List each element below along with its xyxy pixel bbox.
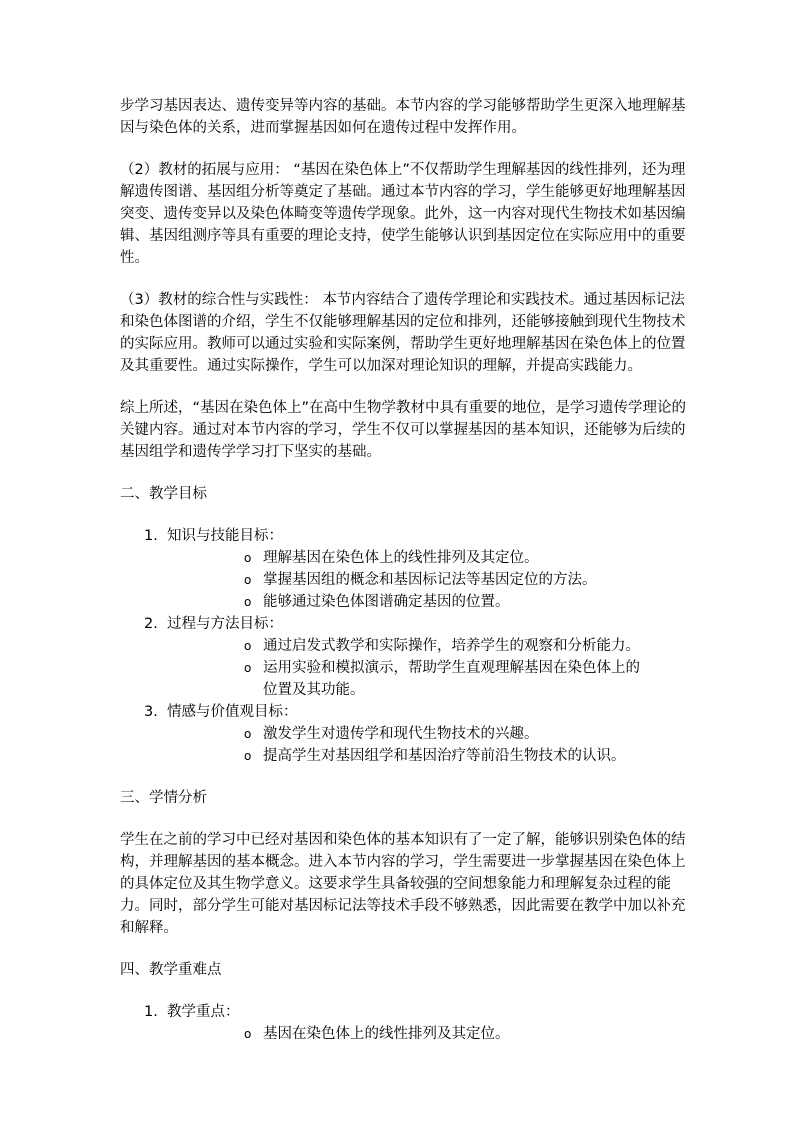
key-points-list (120, 1001, 690, 1045)
teaching-goals-list (120, 525, 690, 767)
section-heading-learner-analysis: 三、学情分析 (120, 790, 207, 806)
document-page (120, 95, 690, 1065)
goal-title: 过程与方法目标： (167, 616, 283, 632)
goal-sub-list (167, 547, 690, 613)
goal-sub-list (167, 723, 690, 767)
bullet-icon: o (244, 727, 252, 741)
goal-sub-item: o 基因在染色体上的线性排列及其定位。 (167, 1023, 690, 1045)
goal-item (120, 1001, 690, 1045)
goal-sub-list (167, 635, 690, 701)
paragraph-summary: 综上所述，“基因在染色体上”在高中生物学教材中具有重要的地位，是学习遗传学理论的关键内容。通过对本节内容的学习，学生不仅可以掌握基因的基本知识，还能够为后续的基因组学和遗传学学习打下坚实的基础。 (120, 400, 687, 460)
goal-sub-item: o 激发学生对遗传学和现代生物技术的兴趣。 (167, 723, 690, 745)
goal-sub-item: o 运用实验和模拟演示，帮助学生直观理解基因在染色体上的位置及其功能。 (167, 657, 690, 701)
goal-title: 教学重点： (167, 1004, 240, 1020)
goal-item (120, 701, 690, 767)
bullet-icon: o (244, 749, 252, 763)
bullet-icon: o (244, 573, 252, 587)
goal-sub-item: o 掌握基因组的概念和基因标记法等基因定位的方法。 (167, 569, 690, 591)
paragraph-extension-application: （2）教材的拓展与应用： “基因在染色体上”不仅帮助学生理解基因的线性排列，还为理解遗传图谱、基因组分析等奠定了基础。通过本节内容的学习，学生能够更好地理解基因突变、遗传变异以及染色体畸变等遗传学现象。此外，这一内容对现代生物技术如基因编辑、基因组测序等具有重要的理论支持，使学生能够认识到基因定位在实际应用中的重要性。 (120, 162, 686, 266)
goal-sub-item: o 通过启发式教学和实际操作，培养学生的观察和分析能力。 (167, 635, 690, 657)
section-heading-teaching-goals: 二、教学目标 (120, 486, 207, 502)
bullet-icon: o (244, 661, 252, 675)
goal-number: 1. (144, 528, 158, 544)
goal-number: 3. (144, 704, 158, 720)
goal-title: 知识与技能目标： (167, 528, 283, 544)
goal-number: 2. (144, 616, 158, 632)
goal-item (120, 525, 690, 613)
bullet-icon: o (244, 1027, 252, 1041)
bullet-icon: o (244, 639, 252, 653)
goal-title: 情感与价值观目标： (167, 704, 298, 720)
paragraph-comprehensive-practice: （3）教材的综合性与实践性： 本节内容结合了遗传学理论和实践技术。通过基因标记法和染色体图谱的介绍，学生不仅能够理解基因的定位和排列，还能够接触到现代生物技术的实际应用。教师可以通过实验和实际案例，帮助学生更好地理解基因在染色体上的位置及其重要性。通过实际操作，学生可以加深对理论知识的理解，并提高实践能力。 (120, 292, 686, 374)
goal-sub-item: o 提高学生对基因组学和基因治疗等前沿生物技术的认识。 (167, 745, 690, 767)
goal-sub-item: o 理解基因在染色体上的线性排列及其定位。 (167, 547, 690, 569)
paragraph-learner-analysis: 学生在之前的学习中已经对基因和染色体的基本知识有了一定了解，能够识别染色体的结构，并理解基因的基本概念。进入本节内容的学习，学生需要进一步掌握基因在染色体上的具体定位及其生物学意义。这要求学生具备较强的空间想象能力和理解复杂过程的能力。同时，部分学生可能对基因标记法等技术手段不够熟悉，因此需要在教学中加以补充和解释。 (120, 832, 686, 936)
goal-sub-list (167, 1023, 690, 1045)
goal-item (120, 613, 690, 701)
goal-number: 1. (144, 1004, 158, 1020)
bullet-icon: o (244, 551, 252, 565)
goal-sub-item: o 能够通过染色体图谱确定基因的位置。 (167, 591, 690, 613)
bullet-icon: o (244, 595, 252, 609)
section-heading-key-difficult-points: 四、教学重难点 (120, 962, 222, 978)
paragraph-continuation: 步学习基因表达、遗传变异等内容的基础。本节内容的学习能够帮助学生更深入地理解基因与染色体的关系，进而掌握基因如何在遗传过程中发挥作用。 (120, 98, 686, 136)
